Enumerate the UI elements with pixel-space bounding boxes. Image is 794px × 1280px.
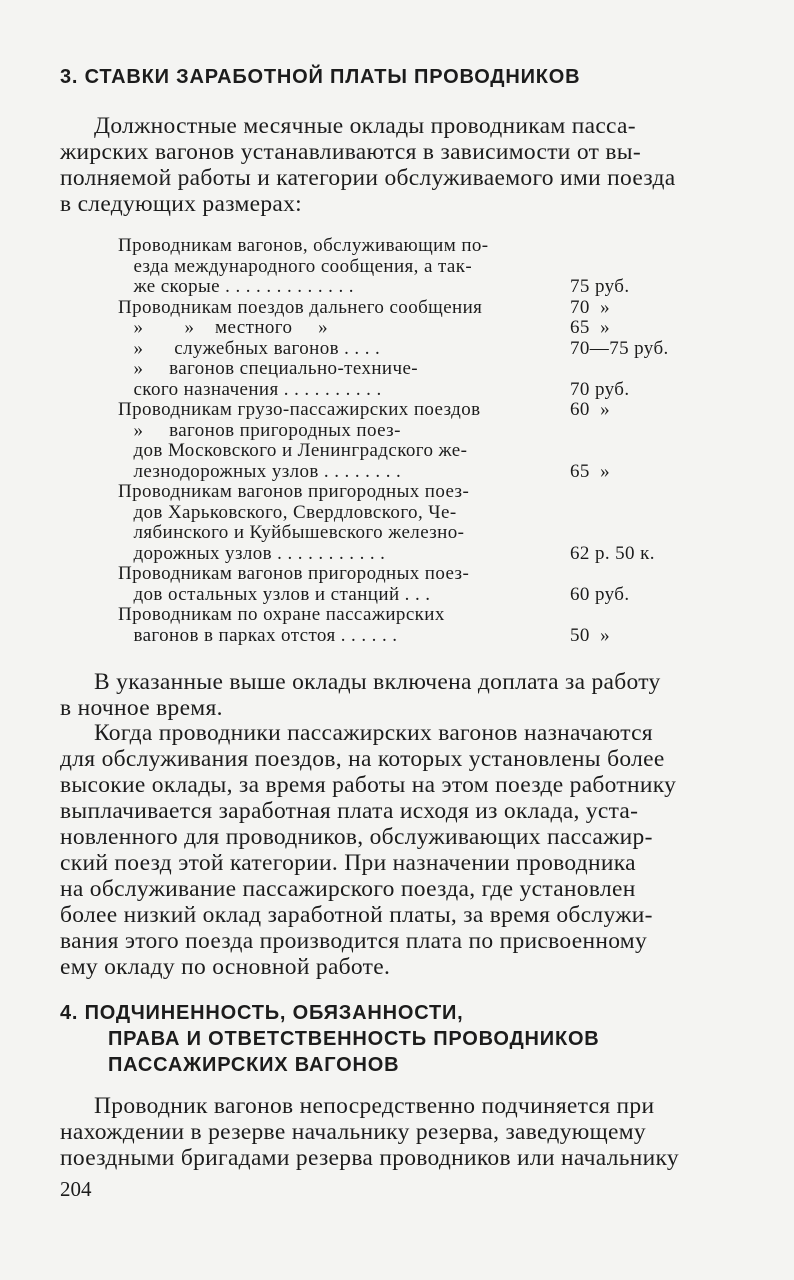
salary-table-row xyxy=(118,605,489,626)
salary-table-row xyxy=(118,523,489,544)
salary-table-position: Проводникам по охране пассажирских xyxy=(118,604,445,625)
salary-table-row xyxy=(118,317,610,339)
salary-table-position: вагонов в парках отстоя . . . . . . xyxy=(118,624,398,646)
salary-table-position: » вагонов специально-техниче- xyxy=(118,358,419,379)
salary-table-row xyxy=(118,378,630,401)
salary-table-amount: 62 р. 50 к. xyxy=(570,542,655,564)
section-4-heading-line-1: 4. ПОДЧИНЕННОСТЬ, ОБЯЗАННОСТИ, xyxy=(60,1002,464,1024)
salary-table-amount: 75 руб. xyxy=(570,276,630,297)
page-number: 204 xyxy=(60,1177,92,1201)
salary-table-row xyxy=(118,276,630,298)
salary-table-position: дов Московского и Ленинградского же- xyxy=(118,440,468,461)
salary-table-position: же скорые . . . . . . . . . . . . . xyxy=(118,276,354,297)
salary-table-row xyxy=(118,441,489,462)
text-line: В указанные выше оклады включена доплата за работу xyxy=(94,669,661,695)
salary-table-amount: 70 » xyxy=(570,296,610,318)
salary-table-row xyxy=(118,421,489,442)
salary-table-position: Проводникам вагонов, обслуживающим по- xyxy=(118,235,489,256)
section-3-intro-paragraph xyxy=(60,113,740,217)
salary-table xyxy=(118,235,669,646)
salary-table-row xyxy=(118,359,489,380)
text-line: более низкий оклад заработной платы, за время обслужи- xyxy=(60,902,653,928)
salary-table-position: дорожных узлов . . . . . . . . . . . xyxy=(118,542,386,564)
salary-table-position: лезнодорожных узлов . . . . . . . . xyxy=(118,460,402,482)
salary-table-row xyxy=(118,583,630,606)
salary-table-row xyxy=(118,503,489,524)
salary-table-row xyxy=(118,399,610,421)
text-line: поездными бригадами резерва проводников или начальнику xyxy=(60,1145,679,1171)
salary-table-position: Проводникам вагонов пригородных поез- xyxy=(118,481,470,502)
text-line: ему окладу по основной работе. xyxy=(60,954,391,980)
salary-table-amount: 65 » xyxy=(570,460,610,482)
text-line: в следующих размерах: xyxy=(60,191,302,217)
salary-table-row xyxy=(118,296,610,319)
text-line: в ночное время. xyxy=(60,695,223,721)
salary-table-row xyxy=(118,257,489,278)
salary-table-row xyxy=(118,482,489,503)
section-3-night-paragraph xyxy=(60,669,740,721)
text-line: полняемой работы и категории обслуживаемого ими поезда xyxy=(60,165,676,191)
salary-table-amount: 70 руб. xyxy=(570,378,630,400)
salary-table-row xyxy=(118,542,655,565)
salary-table-position: Проводникам вагонов пригородных поез- xyxy=(118,563,470,584)
salary-table-row xyxy=(118,564,489,585)
salary-table-row xyxy=(118,460,610,483)
text-line: на обслуживание пассажирского поезда, где установлен xyxy=(60,876,636,902)
salary-table-position: » вагонов пригородных поез- xyxy=(118,419,401,441)
text-line: Когда проводники пассажирских вагонов назначаются xyxy=(94,720,653,746)
section-3-assignment-paragraph xyxy=(60,720,740,980)
text-line: жирских вагонов устанавливаются в зависимости от вы- xyxy=(60,139,641,165)
salary-table-row xyxy=(118,337,669,360)
text-line: нахождении в резерве начальнику резерва, заведующему xyxy=(60,1119,646,1145)
section-4-heading-line-3: ПАССАЖИРСКИХ ВАГОНОВ xyxy=(108,1054,400,1076)
salary-table-position: » служебных вагонов . . . . xyxy=(118,337,381,359)
salary-table-position: лябинского и Куйбышевского железно- xyxy=(118,522,465,543)
salary-table-position: » » местного » xyxy=(118,317,329,338)
text-line: новленного для проводников, обслуживающих пассажир- xyxy=(60,824,653,850)
text-line: для обслуживания поездов, на которых установлены более xyxy=(60,746,665,772)
salary-table-amount: 50 » xyxy=(570,624,610,646)
text-line: Проводник вагонов непосредственно подчиняется при xyxy=(94,1093,655,1119)
salary-table-amount: 70—75 руб. xyxy=(570,337,669,359)
salary-table-row xyxy=(118,236,489,257)
text-line: выплачивается заработная плата исходя из оклада, уста- xyxy=(60,798,639,824)
salary-table-amount: 65 » xyxy=(570,317,610,338)
section-3-heading: 3. СТАВКИ ЗАРАБОТНОЙ ПЛАТЫ ПРОВОДНИКОВ xyxy=(60,66,581,88)
salary-table-position: Проводникам поездов дальнего сообщения xyxy=(118,296,483,318)
salary-table-position: ского назначения . . . . . . . . . . xyxy=(118,378,382,400)
text-line: высокие оклады, за время работы на этом поезде работнику xyxy=(60,772,677,798)
section-4-heading-line-2: ПРАВА И ОТВЕТСТВЕННОСТЬ ПРОВОДНИКОВ xyxy=(108,1028,600,1050)
salary-table-row xyxy=(118,624,610,647)
salary-table-amount: 60 » xyxy=(570,399,610,420)
salary-table-amount: 60 руб. xyxy=(570,583,630,605)
salary-table-position: дов Харьковского, Свердловского, Че- xyxy=(118,501,457,523)
text-line: вания этого поезда производится плата по присвоенному xyxy=(60,928,648,954)
salary-table-position: дов остальных узлов и станций . . . xyxy=(118,583,431,605)
text-line: ский поезд этой категории. При назначении проводника xyxy=(60,850,636,876)
salary-table-position: Проводникам грузо-пассажирских поездов xyxy=(118,399,481,420)
salary-table-position: езда международного сообщения, а так- xyxy=(118,255,473,277)
section-4-paragraph xyxy=(60,1093,740,1171)
text-line: Должностные месячные оклады проводникам пасса- xyxy=(94,113,636,139)
